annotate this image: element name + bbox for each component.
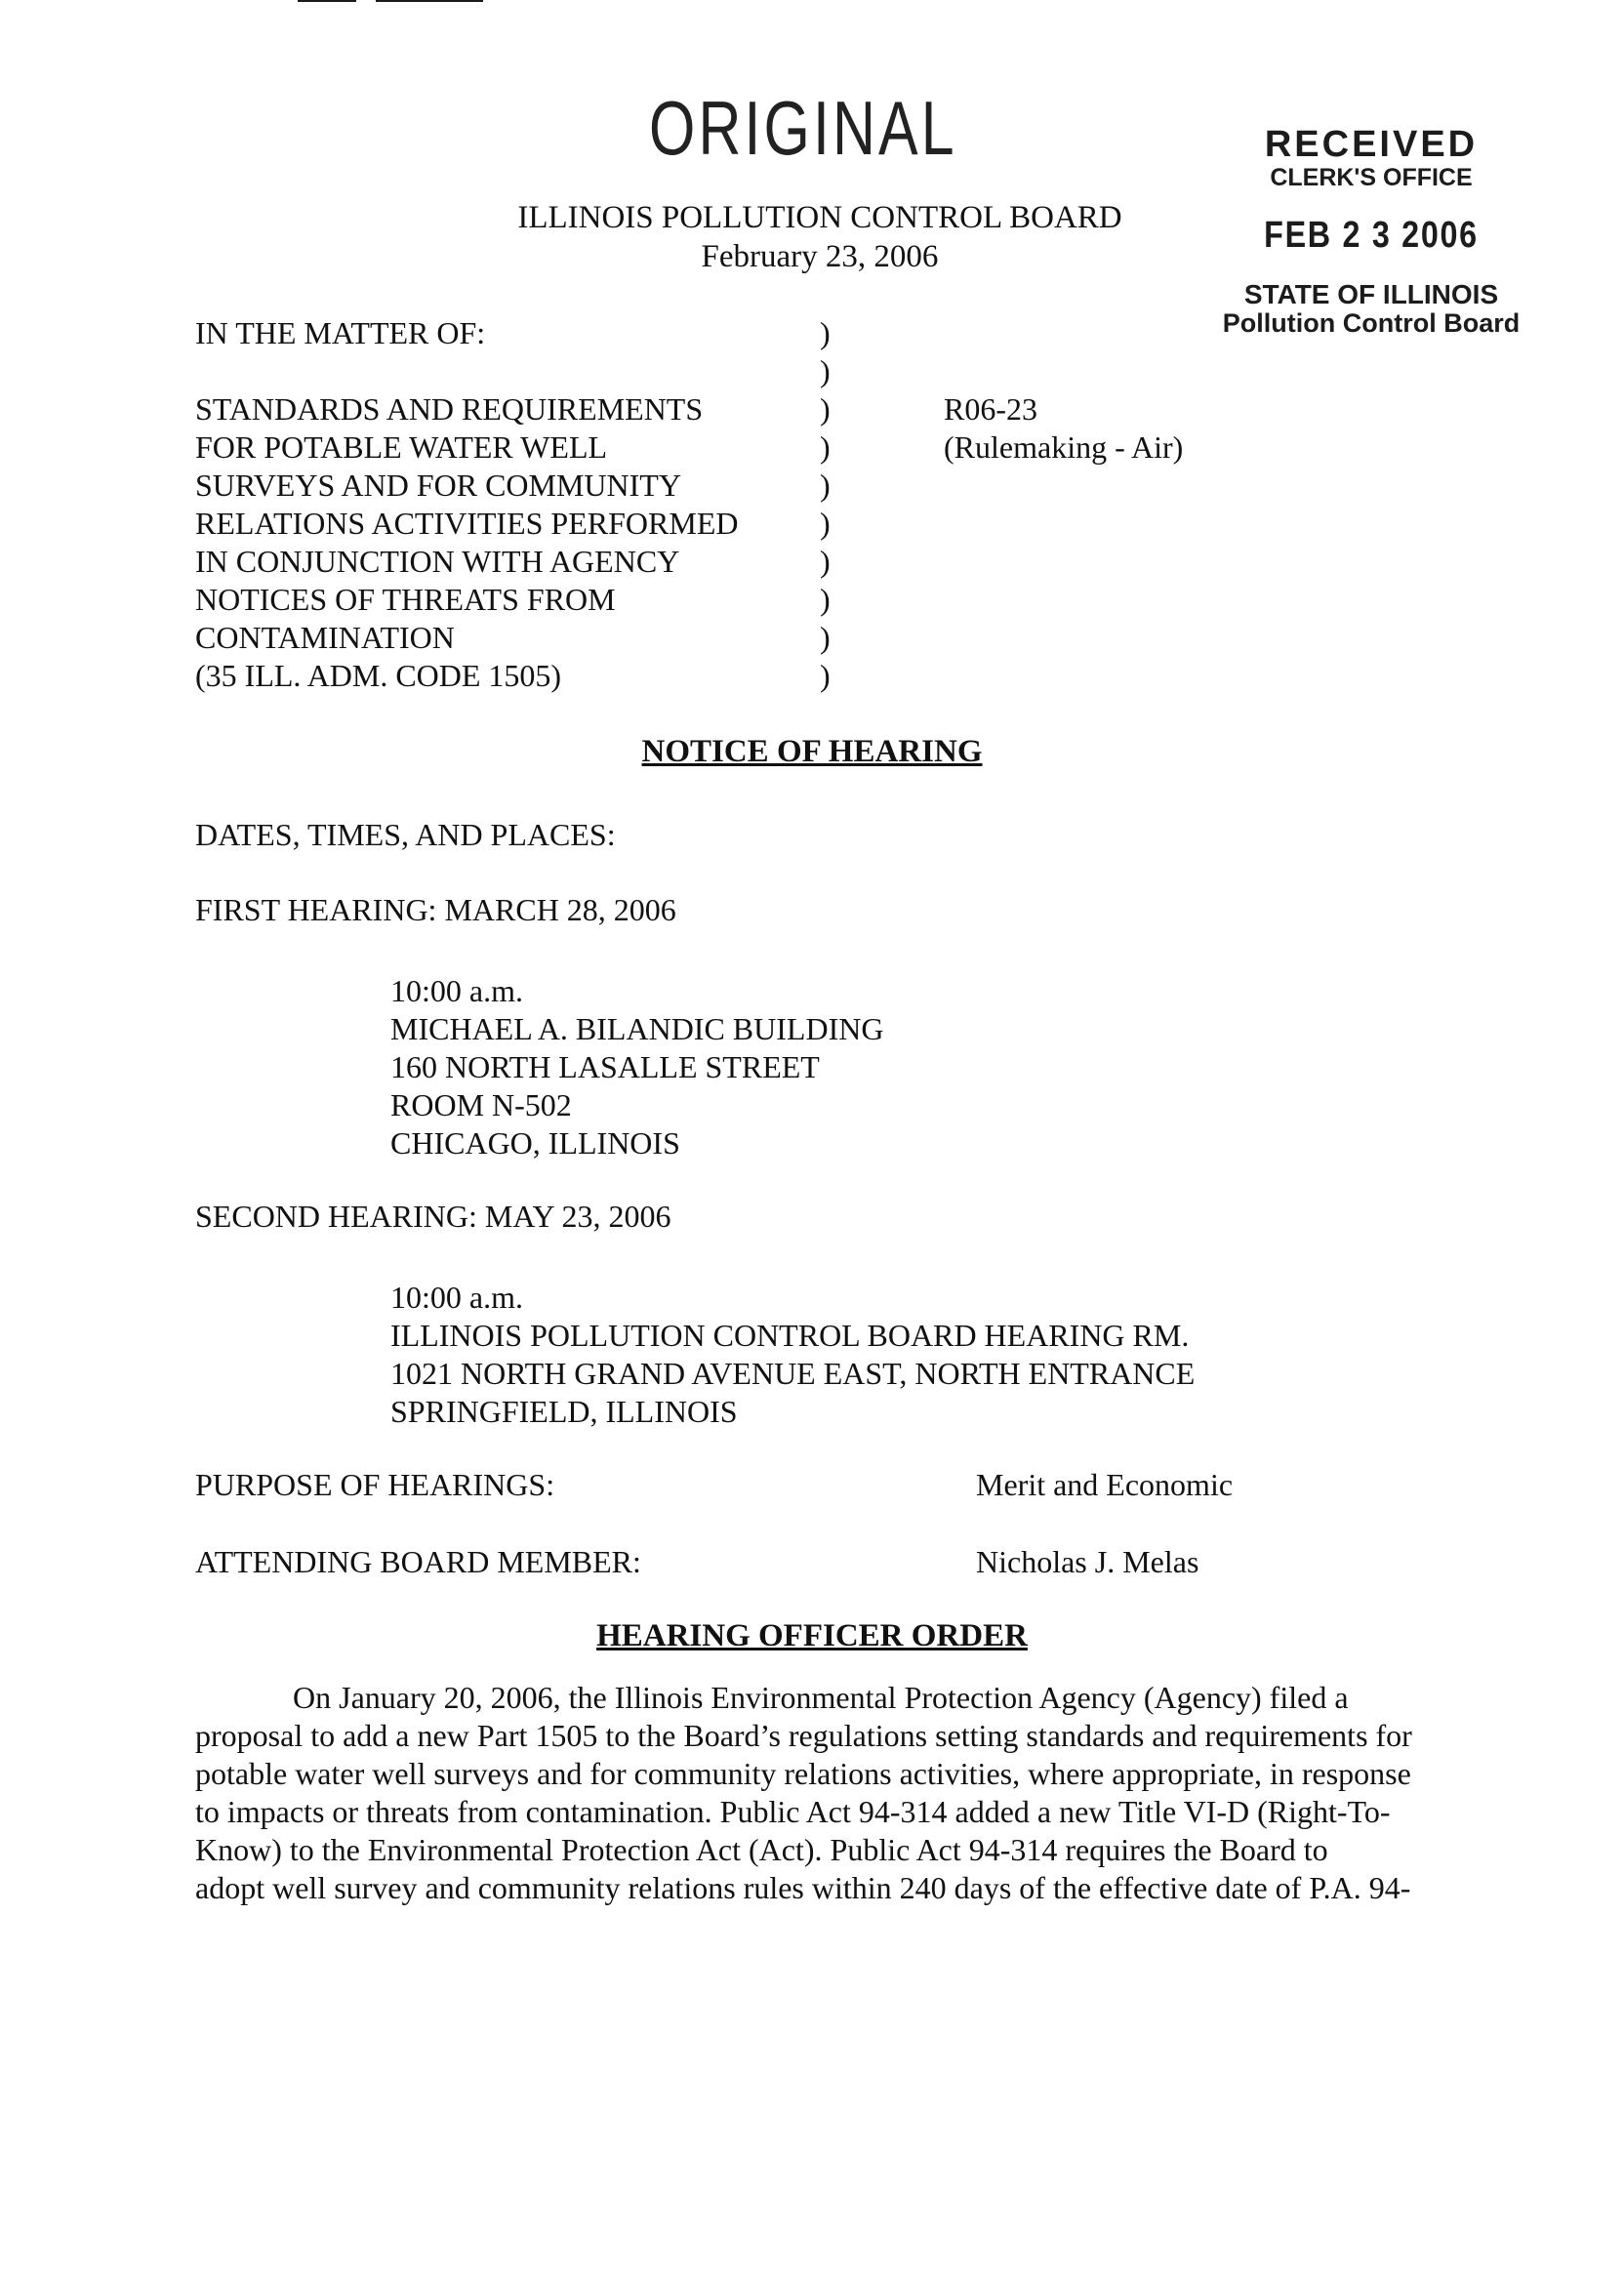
member-value: Nicholas J. Melas — [976, 1544, 1199, 1579]
received-stamp — [1205, 125, 1537, 338]
purpose-label: PURPOSE OF HEARINGS: — [195, 1467, 555, 1502]
caption-line: FOR POTABLE WATER WELL — [195, 429, 608, 465]
dates-label: DATES, TIMES, AND PLACES: — [195, 817, 616, 852]
received-stamp-date: FEB 2 3 2006 — [1264, 215, 1479, 256]
caption-paren: ) — [820, 315, 831, 350]
caption-line: RELATIONS ACTIVITIES PERFORMED — [195, 506, 739, 541]
first-hearing-details — [390, 972, 883, 1162]
caption-line: IN CONJUNCTION WITH AGENCY — [195, 544, 680, 579]
paragraph-line: adopt well survey and community relations rules within 240 days of the effective date of P.A. 94- — [195, 1870, 1411, 1905]
order-paragraph — [195, 1679, 1464, 1907]
paragraph-line: to impacts or threats from contamination. Public Act 94-314 added a new Title VI-D (Right-To- — [195, 1794, 1391, 1829]
notice-heading: NOTICE OF HEARING — [641, 734, 983, 769]
second-hearing-details — [390, 1279, 1195, 1431]
second-hearing-line: 10:00 a.m. — [390, 1280, 523, 1315]
first-hearing-line: 160 NORTH LASALLE STREET — [390, 1049, 820, 1084]
received-stamp-clerk: CLERK'S OFFICE — [1270, 164, 1473, 191]
caption-line: STANDARDS AND REQUIREMENTS — [195, 391, 704, 427]
scan-artifact-line — [376, 0, 483, 2]
caption-paren: ) — [820, 544, 831, 579]
caption-line: IN THE MATTER OF: — [195, 315, 486, 350]
paragraph-line: potable water well surveys and for community relations activities, where appropriate, in response — [195, 1756, 1411, 1791]
received-stamp-board: Pollution Control Board — [1222, 308, 1521, 338]
caption-line — [195, 352, 820, 390]
caption-paren: ) — [820, 582, 831, 617]
first-hearing-line: 10:00 a.m. — [390, 973, 523, 1008]
received-stamp-title: RECEIVED — [1264, 124, 1479, 165]
paragraph-line: proposal to add a new Part 1505 to the Board’s regulations setting standards and requirements for — [195, 1718, 1412, 1753]
docket-type: (Rulemaking - Air) — [944, 429, 1184, 465]
board-name: ILLINOIS POLLUTION CONTROL BOARD — [517, 200, 1122, 235]
second-hearing-line: 1021 NORTH GRAND AVENUE EAST, NORTH ENTRANCE — [390, 1356, 1196, 1391]
purpose-value: Merit and Economic — [976, 1467, 1234, 1502]
member-label: ATTENDING BOARD MEMBER: — [195, 1544, 641, 1579]
caption-paren: ) — [820, 429, 831, 465]
second-hearing-label: SECOND HEARING: MAY 23, 2006 — [195, 1199, 671, 1234]
caption-paren: ) — [820, 506, 831, 541]
caption-paren: ) — [820, 658, 831, 693]
paragraph-line: On January 20, 2006, the Illinois Environmental Protection Agency (Agency) filed a — [293, 1680, 1349, 1715]
received-stamp-state: STATE OF ILLINOIS — [1243, 279, 1499, 309]
order-heading: HEARING OFFICER ORDER — [596, 1618, 1028, 1653]
header-date: February 23, 2006 — [701, 239, 939, 274]
second-hearing-line: SPRINGFIELD, ILLINOIS — [390, 1394, 738, 1429]
scan-artifact-line — [298, 0, 356, 2]
paragraph-line: Know) to the Environmental Protection Act (Act). Public Act 94-314 requires the Board to — [195, 1832, 1328, 1867]
first-hearing-line: CHICAGO, ILLINOIS — [390, 1125, 680, 1161]
board-header — [468, 198, 1171, 276]
first-hearing-line: MICHAEL A. BILANDIC BUILDING — [390, 1011, 884, 1046]
caption-line: SURVEYS AND FOR COMMUNITY — [195, 468, 681, 503]
caption-paren: ) — [820, 468, 831, 503]
caption-docket — [944, 390, 1183, 467]
caption-matter — [195, 314, 820, 695]
caption-line: NOTICES OF THREATS FROM — [195, 582, 616, 617]
caption-parens — [820, 314, 831, 695]
first-hearing-label: FIRST HEARING: MARCH 28, 2006 — [195, 892, 676, 927]
second-hearing-line: ILLINOIS POLLUTION CONTROL BOARD HEARING RM. — [390, 1318, 1190, 1353]
docket-number: R06-23 — [944, 391, 1037, 427]
caption-line: CONTAMINATION — [195, 620, 455, 655]
caption-paren: ) — [820, 620, 831, 655]
first-hearing-line: ROOM N-502 — [390, 1087, 572, 1122]
original-stamp: ORIGINAL — [649, 85, 957, 171]
caption-line: (35 ILL. ADM. CODE 1505) — [195, 658, 562, 693]
caption-paren: ) — [820, 391, 831, 427]
caption-paren: ) — [820, 353, 831, 388]
